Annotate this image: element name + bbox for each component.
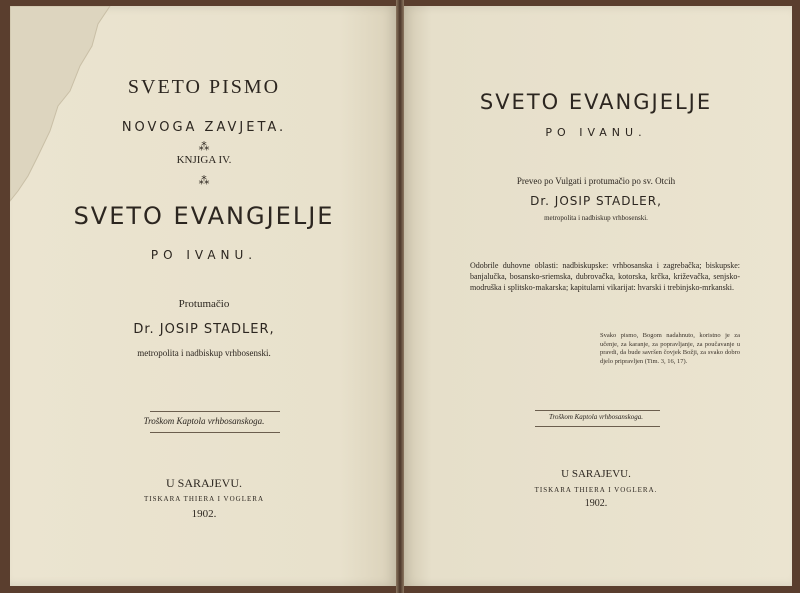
- main-title: SVETO EVANGJELJE: [73, 202, 335, 230]
- author-role: metropolita i nadbiskup vrhbosenski.: [544, 214, 648, 222]
- printer: TISKARA THIERA I VOGLERA: [144, 495, 264, 503]
- ornament-1: ⁂: [198, 141, 210, 153]
- main-title: SVETO EVANGJELJE: [479, 90, 713, 114]
- book-gutter: [396, 0, 404, 593]
- commentary-label: Protumačio: [178, 298, 230, 310]
- publisher-note: Troškom Kaptola vrhbosanskoga.: [549, 413, 643, 421]
- epigraph: Svako pismo, Bogom nadahnuto, koristno je za učenje, za karanje, za popravljanje, za poučavanje u pravdi, da bude savršen čovjek Božji, za svako dobro djelo pripravljen (Tim. 3, 16, 17).: [600, 332, 740, 365]
- subtitle: PO IVANU.: [545, 126, 647, 139]
- divider-top: [150, 411, 280, 412]
- series-title: SVETO PISMO: [127, 76, 281, 98]
- divider-bottom: [150, 432, 280, 433]
- approval-text: Odobrile duhovne oblasti: nadbiskupske: vrhbosanska i zagrebačka; biskupske: banjalučka, bosansko-sriemska, dubrovačka, kotorska, krčka, križevačka, senjsko-modruška i splitsko-makarska; kapitularni vikarijat: hvarski i trebinjsko-mrkanski.: [470, 261, 740, 292]
- city: U SARAJEVU.: [165, 476, 242, 490]
- year: 1902.: [191, 508, 217, 520]
- left-page: [10, 6, 398, 586]
- author-name: Dr. JOSIP STADLER,: [530, 194, 662, 208]
- testament-title: NOVOGA ZAVJETA.: [121, 120, 287, 135]
- subtitle: PO IVANU.: [150, 248, 258, 262]
- divider-top: [535, 410, 660, 411]
- author-name: Dr. JOSIP STADLER,: [133, 322, 275, 337]
- book-number: KNJIGA IV.: [176, 154, 232, 166]
- right-page: [400, 6, 792, 586]
- publisher-note: Troškom Kaptola vrhbosanskoga.: [143, 416, 265, 426]
- printer: TISKARA THIERA I VOGLERA.: [534, 486, 658, 494]
- author-role: metropolita i nadbiskup vrhbosenski.: [137, 348, 271, 358]
- year: 1902.: [584, 498, 608, 509]
- city: U SARAJEVU.: [561, 468, 631, 480]
- ornament-2: ⁂: [198, 175, 210, 187]
- translation-note: Preveo po Vulgati i protumačio po sv. Otcih: [516, 176, 676, 186]
- divider-bottom: [535, 426, 660, 427]
